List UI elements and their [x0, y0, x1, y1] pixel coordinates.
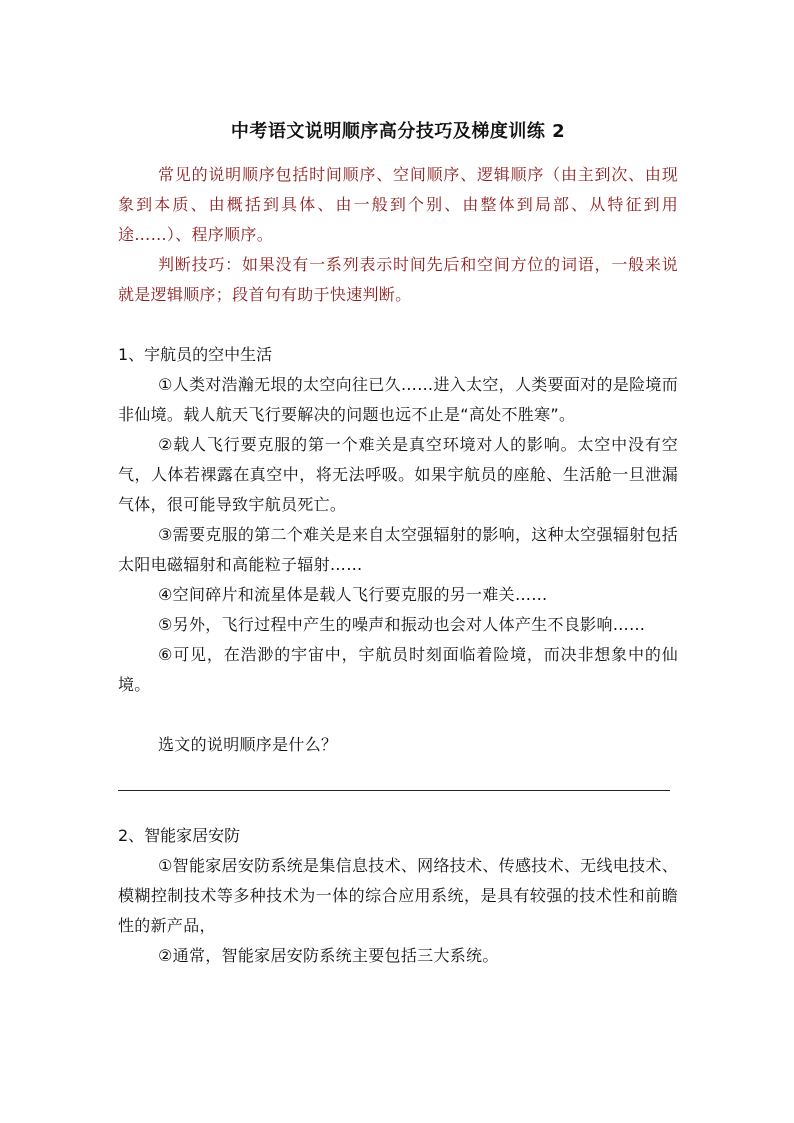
intro-paragraph-orders: 常见的说明顺序包括时间顺序、空间顺序、逻辑顺序（由主到次、由现象到本质、由概括到具体、由一般到个别、由整体到局部、从特征到用途……）、程序顺序。: [118, 165, 678, 244]
section1-paragraph-3: ③需要克服的第二个难关是来自太空强辐射的影响，这种太空强辐射包括太阳电磁辐射和高能粒子辐射……: [118, 525, 678, 574]
spacer: [118, 791, 678, 821]
section1-paragraph-2: ②载人飞行要克服的第一个难关是真空环境对人的影响。太空中没有空气，人体若裸露在真空中，将无法呼吸。如果宇航员的座舱、生活舱一旦泄漏气体，很可能导致宇航员死亡。: [118, 435, 678, 514]
section1-question: 选文的说明顺序是什么？: [158, 735, 338, 754]
section1-paragraph-1: ①人类对浩瀚无垠的太空向往已久……进入太空，人类要面对的是险境而非仙境。载人航天飞行要解决的问题也远不止是“高处不胜寒”。: [118, 375, 678, 424]
section1-paragraph-5: ⑤另外，飞行过程中产生的噪声和振动也会对人体产生不良影响……: [158, 615, 646, 634]
document-page: [118, 118, 678, 971]
section2-paragraph-2: ②通常，智能家居安防系统主要包括三大系统。: [158, 946, 499, 965]
section2-paragraph-1: ①智能家居安防系统是集信息技术、网络技术、传感技术、无线电技术、模糊控制技术等多种技术为一体的综合应用系统，是具有较强的技术性和前瞻性的新产品，: [118, 856, 678, 935]
section1-paragraph-6: ⑥可见，在浩渺的宇宙中，宇航员时刻面临着险境，而决非想象中的仙境。: [118, 645, 678, 694]
document-title: 中考语文说明顺序高分技巧及梯度训练 2: [230, 121, 566, 142]
intro-paragraph-tips: 判断技巧：如果没有一系列表示时间先后和空间方位的词语，一般来说就是逻辑顺序；段首句有助于快速判断。: [118, 255, 678, 304]
answer-line[interactable]: [118, 760, 670, 791]
section2-heading: 2、智能家居安防: [118, 826, 241, 845]
section1-heading: 1、宇航员的空中生活: [118, 345, 273, 364]
spacer: [118, 310, 678, 340]
section1-paragraph-4: ④空间碎片和流星体是载人飞行要克服的另一难关……: [158, 585, 548, 604]
spacer: [118, 700, 678, 730]
